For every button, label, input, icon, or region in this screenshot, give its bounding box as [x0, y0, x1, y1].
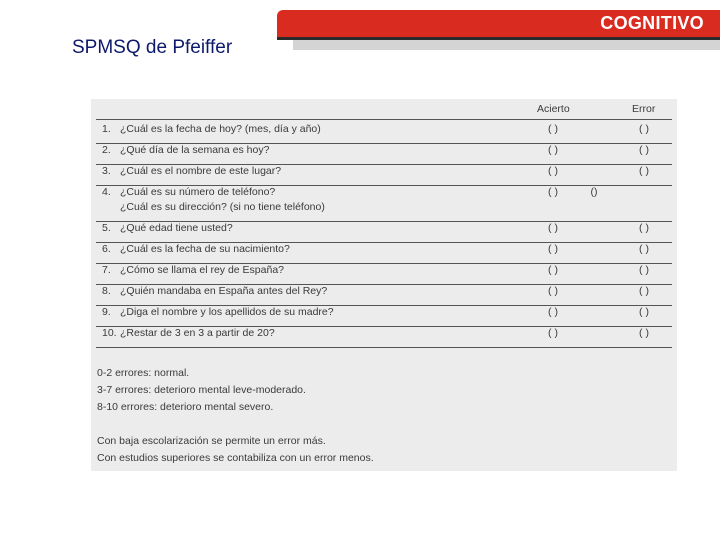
correct-checkbox: ( ) — [548, 186, 558, 198]
error-checkbox: ( ) — [639, 327, 649, 339]
correct-checkbox: ( ) — [548, 144, 558, 156]
question-text: ¿Cómo se llama el rey de España? — [120, 264, 284, 276]
column-header-error: Error — [632, 103, 656, 115]
question-number: 8. — [102, 285, 111, 297]
questionnaire-image — [91, 99, 677, 471]
question-number: 6. — [102, 243, 111, 255]
section-title: COGNITIVO — [600, 13, 704, 33]
question-number: 2. — [102, 144, 111, 156]
error-checkbox: ( ) — [639, 144, 649, 156]
correct-checkbox: ( ) — [548, 222, 558, 234]
question-number: 7. — [102, 264, 111, 276]
correct-checkbox: ( ) — [548, 243, 558, 255]
scoring-list — [97, 365, 306, 416]
question-text: ¿Qué día de la semana es hoy? — [120, 144, 270, 156]
correct-checkbox: ( ) — [548, 285, 558, 297]
slide-title: SPMSQ de Pfeiffer — [72, 37, 233, 58]
question-number: 9. — [102, 306, 111, 318]
question-number: 4. — [102, 186, 111, 198]
correct-checkbox: ( ) — [548, 165, 558, 177]
correct-checkbox: ( ) — [548, 264, 558, 276]
question-text: ¿Cuál es el nombre de este lugar? — [120, 165, 282, 177]
error-checkbox: ( ) — [639, 165, 649, 177]
question-text: ¿Quién mandaba en España antes del Rey? — [120, 285, 328, 297]
header-underline — [293, 38, 720, 50]
question-number: 5. — [102, 222, 111, 234]
question-text-alt: ¿Cuál es su dirección? (si no tiene teléfono) — [120, 201, 325, 213]
error-checkbox: ( ) — [639, 222, 649, 234]
row-rule — [96, 347, 672, 348]
question-text: ¿Qué edad tiene usted? — [120, 222, 233, 234]
note-line: Con baja escolarización se permite un error más. — [97, 435, 326, 447]
header-rule — [96, 119, 672, 120]
error-checkbox: () — [590, 186, 598, 198]
question-number: 3. — [102, 165, 111, 177]
question-text: ¿Cuál es su número de teléfono? — [120, 186, 276, 198]
correct-checkbox: ( ) — [548, 306, 558, 318]
scoring-line: 0-2 errores: normal. — [97, 367, 190, 379]
question-number: 1. — [102, 123, 111, 135]
section-header-bar — [277, 10, 720, 37]
column-header-correct: Acierto — [537, 103, 570, 115]
question-text: ¿Diga el nombre y los apellidos de su madre? — [120, 306, 334, 318]
question-number: 10. — [102, 327, 117, 339]
scoring-line: 8-10 errores: deterioro mental severo. — [97, 401, 274, 413]
note-line: Con estudios superiores se contabiliza con un error menos. — [97, 452, 374, 464]
question-text: ¿Restar de 3 en 3 a partir de 20? — [120, 327, 275, 339]
error-checkbox: ( ) — [639, 285, 649, 297]
error-checkbox: ( ) — [639, 243, 649, 255]
scoring-line: 3-7 errores: deterioro mental leve-moderado. — [97, 384, 306, 396]
question-text: ¿Cuál es la fecha de hoy? (mes, día y año) — [120, 123, 321, 135]
question-text: ¿Cuál es la fecha de su nacimiento? — [120, 243, 290, 255]
correct-checkbox: ( ) — [548, 123, 558, 135]
error-checkbox: ( ) — [639, 123, 649, 135]
error-checkbox: ( ) — [639, 306, 649, 318]
correct-checkbox: ( ) — [548, 327, 558, 339]
error-checkbox: ( ) — [639, 264, 649, 276]
notes-list — [97, 433, 374, 467]
